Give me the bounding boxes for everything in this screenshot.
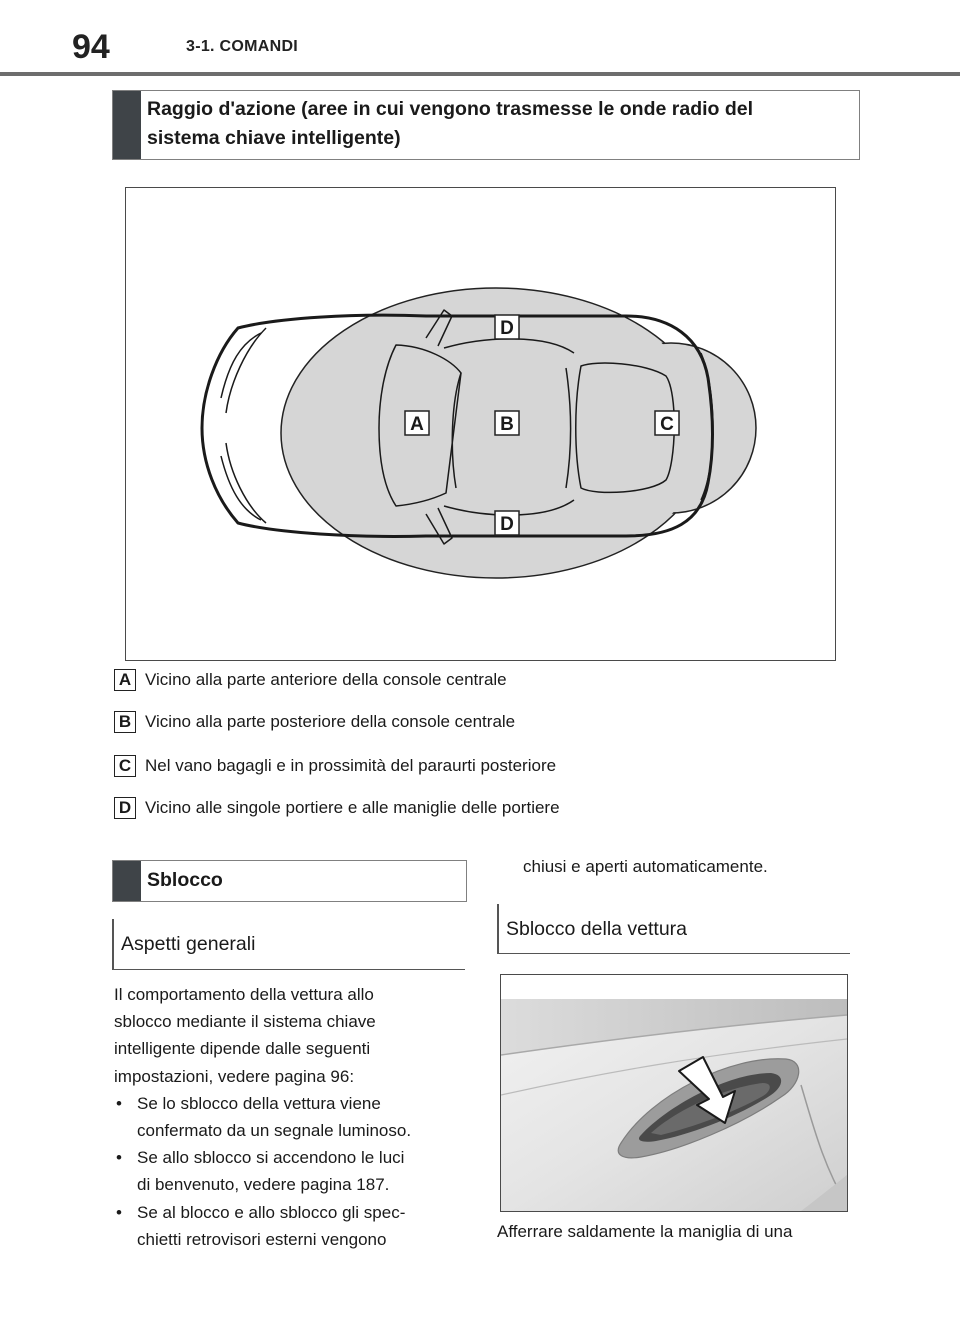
paragraph-line: sblocco mediante il sistema chiave (114, 1012, 376, 1032)
range-diagram (125, 187, 836, 661)
list-item-line: chietti retrovisori esterni vengono (137, 1229, 387, 1249)
legend-item-c (114, 755, 714, 779)
paragraph-line: intelligente dipende dalle seguenti (114, 1039, 371, 1059)
list-item-line: di benvenuto, vedere pagina 187. (137, 1175, 390, 1195)
legend-key: A (114, 669, 136, 691)
paragraph-line: Il comportamento della vettura allo (114, 985, 374, 1004)
list-item (114, 1144, 474, 1198)
legend-text: Vicino alla parte anteriore della console centrale (145, 670, 507, 689)
section-title: 3-1. COMANDI (186, 38, 299, 55)
page-number: 94 (72, 28, 110, 66)
header-rule (0, 72, 960, 76)
range-heading-box (112, 90, 860, 160)
general-aspects-subheading: Aspetti generali (121, 933, 256, 955)
continuation-text: chiusi e aperti automaticamente. (523, 857, 768, 876)
legend-text: Vicino alla parte posteriore della console centrale (145, 712, 516, 731)
vehicle-unlock-subheading: Sblocco della vettura (506, 918, 688, 940)
paragraph-line: impostazioni, vedere pagina 96: (114, 1066, 355, 1086)
range-heading-line1: Raggio d'azione (aree in cui vengono trasmesse le onde radio del (147, 98, 754, 120)
list-item-line: confermato da un segnale luminoso. (137, 1121, 412, 1141)
legend-key: C (114, 755, 136, 777)
legend-text: Nel vano bagagli e in prossimità del paraurti posteriore (145, 756, 557, 775)
range-heading-line2: sistema chiave intelligente) (147, 127, 401, 149)
heading-bar (113, 91, 141, 159)
legend-item-a (114, 669, 714, 693)
svg-text:C: C (660, 414, 674, 435)
list-item-line: • Se lo sblocco della vettura viene (137, 1093, 381, 1113)
unlock-heading-box (112, 860, 467, 902)
settings-list (114, 1090, 474, 1253)
svg-text:A: A (410, 414, 424, 435)
subheading-bar (112, 919, 114, 969)
car-top-view-svg (126, 188, 835, 660)
subheading-rule (112, 969, 465, 970)
zone-label-c (655, 411, 679, 435)
subheading-bar (497, 904, 499, 954)
zone-label-a (405, 411, 429, 435)
list-item (114, 1199, 474, 1253)
legend-item-d (114, 797, 714, 821)
door-handle-svg (501, 975, 847, 1211)
legend-key: B (114, 711, 136, 733)
svg-text:D: D (500, 514, 514, 535)
unlock-paragraph (114, 981, 474, 1253)
heading-bar (113, 861, 141, 901)
zone-label-d-top (495, 315, 519, 339)
door-handle-illustration (500, 974, 848, 1212)
svg-text:B: B (500, 414, 514, 435)
list-item-line: • Se allo sblocco si accendono le luci (137, 1148, 405, 1168)
zone-label-d-bottom (495, 511, 519, 535)
legend-text: Vicino alle singole portiere e alle maniglie delle portiere (145, 798, 560, 817)
list-item (114, 1090, 474, 1144)
figure-caption: Afferrare saldamente la maniglia di una (497, 1222, 793, 1241)
zone-label-b (495, 411, 519, 435)
list-item-line: • Se al blocco e allo sblocco gli spec- (137, 1202, 406, 1222)
subheading-rule (497, 953, 850, 954)
legend-item-b (114, 711, 714, 735)
legend-key: D (114, 797, 136, 819)
svg-text:D: D (500, 318, 514, 339)
unlock-heading: Sblocco (147, 869, 223, 891)
